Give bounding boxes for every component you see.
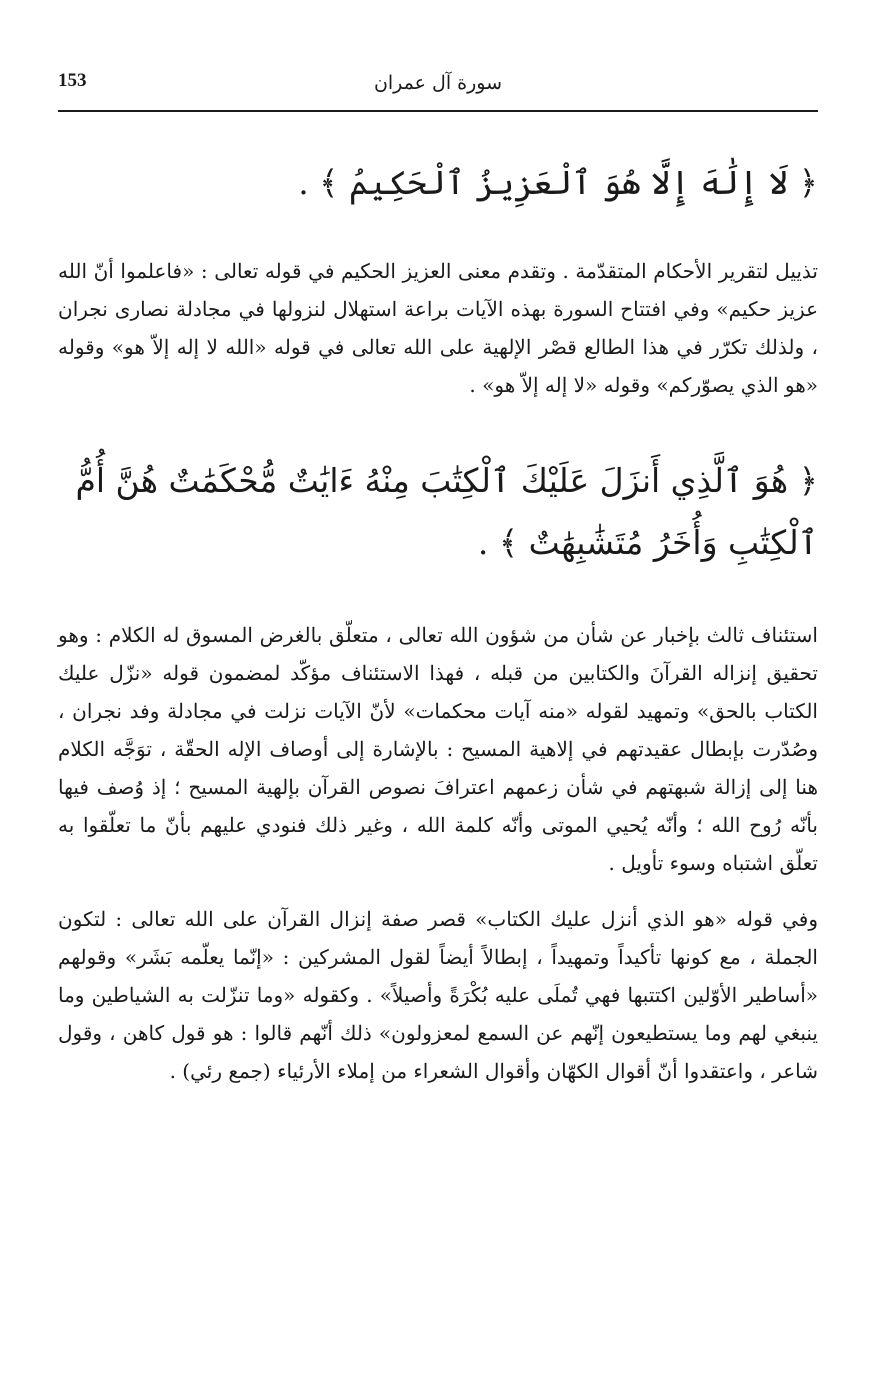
book-page xyxy=(58,60,818,1350)
page-header xyxy=(58,60,818,112)
quran-verse: ﴿ هُوَ ٱلَّذِي أَنزَلَ عَلَيْكَ ٱلْكِتَٰبَ مِنْهُ ءَايَٰتٌ مُّحْكَمَٰتٌ هُنَّ أُمُّ ٱلْكِتَٰبِ وَأُخَرُ مُتَشَٰبِهَٰتٌ ﴾ . xyxy=(75,461,818,562)
commentary-paragraph: استئناف ثالث بإخبار عن شأن من شؤون الله تعالى ، متعلّق بالغرض المسوق له الكلام : وهو تحقيق إنزاله القرآنَ والكتابين من قبله ، فهذا الاستئناف مؤكّد لمضمون قوله «نزّل عليك الكتاب بالحق» وتمهيد لقوله «منه آيات محكمات» لأنّ الآيات نزلت في مجادلة وفد نجران ، وصُدّرت بإبطال عقيدتهم في إلاهية المسيح : بالإشارة إلى أوصاف الإله الحقّة ، توَجَّه الكلام هنا إلى إزالة شبهتهم في شأن زعمهم اعترافَ نصوص القرآن بإلهية المسيح ؛ إذ وُصف فيها بأنّه رُوح الله ؛ وأنّه يُحيي الموتى وأنّه كلمة الله ، وغير ذلك فنودي عليهم بأنّ ما تعلّقوا به تعلّق اشتباه وسوء تأويل . xyxy=(58,623,818,875)
running-title: سورة آل عمران xyxy=(373,72,503,94)
commentary-paragraph: وفي قوله «هو الذي أنزل عليك الكتاب» قصر صفة إنزال القرآن على الله تعالى : لتكون الجملة ، مع كونها تأكيداً وتمهيداً ، إبطالاً أيضاً لقول المشركين : «إنّما يعلّمه بَشَر» وقولهم «أساطير الأوّلين اكتتبها فهي تُملَى عليه بُكْرَةً وأصيلاً» . وكقوله «وما تنزّلت به الشياطين وما ينبغي لهم وما يستطيعون إنّهم عن السمع لمعزولون» ذلك أنّهم قالوا : هو قول كاهن ، وقول شاعر ، واعتقدوا أنّ أقوال الكهّان وأقوال الشعراء من إملاء الأرئياء (جمع رئي) . xyxy=(58,907,818,1083)
quran-verse: ﴿ لَا إِلَٰهَ إِلَّا هُوَ ٱلْعَزِيزُ ٱلْحَكِيمُ ﴾ . xyxy=(298,163,818,202)
page-number: 153 xyxy=(58,70,87,91)
commentary-paragraph: تذييل لتقرير الأحكام المتقدّمة . وتقدم معنى العزيز الحكيم في قوله تعالى : «فاعلموا أنّ الله عزيز حكيم» وفي افتتاح السورة بهذه الآيات براعة استهلال لنزولها في مجادلة نصارى نجران ، ولذلك تكرّر في هذا الطالع قصْر الإلهية على الله تعالى في قوله «الله لا إله إلاّ هو» وقوله «هو الذي يصوّركم» وقوله «لا إله إلاّ هو» . xyxy=(58,259,818,397)
